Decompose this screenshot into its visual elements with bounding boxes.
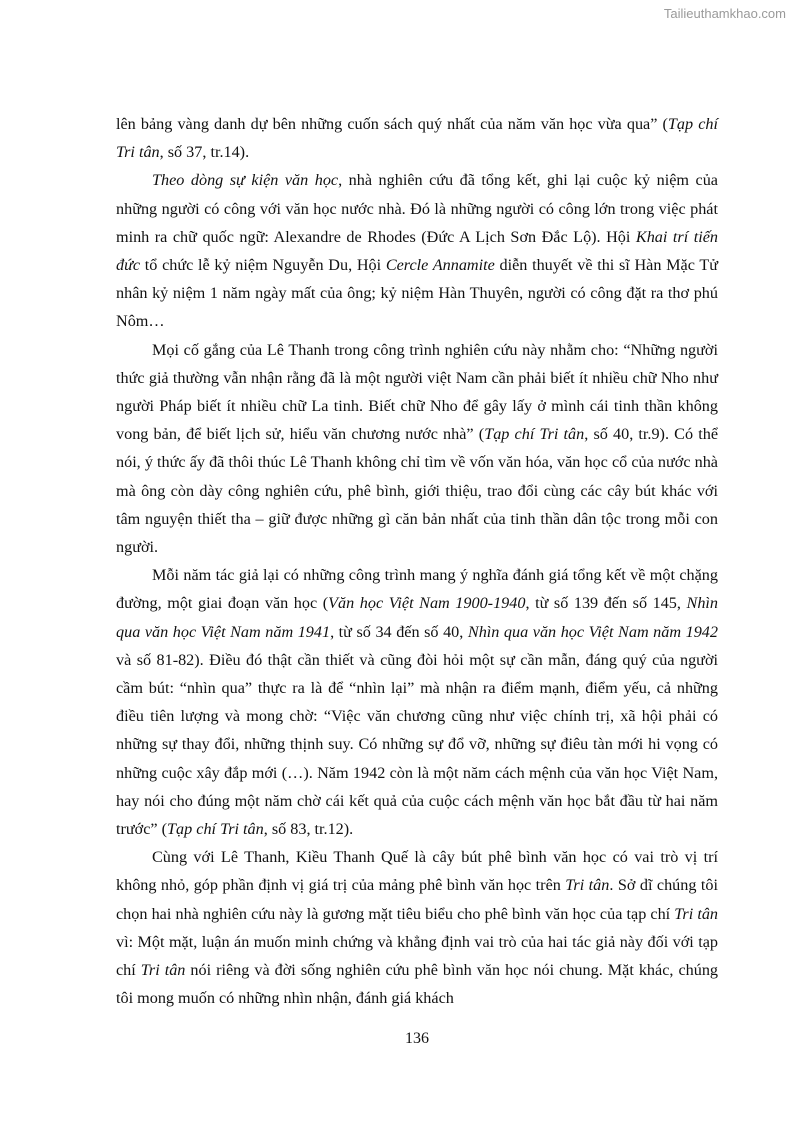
italic-text-run: Khai trí tiến đức	[116, 227, 718, 275]
italic-text-run: Tri tân	[565, 876, 610, 895]
text-run: , từ số 139 đến số 145,	[525, 594, 687, 613]
text-run: , số 40, tr.9). Có thể nói, ý thức ấy đã thôi thúc Lê Thanh không chỉ tìm về vốn văn hóa, văn học cổ của nước nhà mà ông còn dày công nghiên cứu, phê bình, giới thiệu, trao đổi cùng các cây bút khác với tâm nguyện thiết tha – giữ được những gì căn bản nhất của tinh thần dân tộc trong mỗi con người.	[116, 425, 718, 557]
document-body	[116, 110, 718, 1013]
text-run: . Sở dĩ chúng tôi chọn hai nhà nghiên cứu này là gương mặt tiêu biểu cho phê bình văn học của tạp chí	[116, 876, 718, 923]
text-run: , số 83, tr.12).	[263, 820, 354, 839]
paragraph-3	[116, 336, 718, 562]
italic-text-run: Tạp chí Tri tân	[484, 425, 585, 444]
watermark-text: Tailieuthamkhao.com	[663, 6, 786, 21]
text-run: Mỗi năm tác giả lại có những công trình mang ý nghĩa đánh giá tổng kết về một chặng đường, một giai đoạn văn học (	[116, 566, 718, 613]
paragraph-4	[116, 561, 718, 843]
text-run: và số 81-82). Điều đó thật cần thiết và cũng đòi hỏi một sự cần mẫn, đáng quý của người cầm bút: “nhìn qua” thực ra là để “nhìn lại” mà nhận ra điểm mạnh, điểm yếu, cả những điều tiên lượng và mong chờ: “Việc văn chương cũng như việc chính trị, xã hội phải có những sự thay đổi, những thịnh suy. Có những sự đổ vỡ, những sự điêu tàn mới hi vọng có những cuộc xây đắp mới (…). Năm 1942 còn là một năm cách mệnh của văn học Việt Nam, hay nói cho đúng một năm chờ cái kết quả của cuộc cách mệnh văn học bắt đầu từ hai năm trước” (	[116, 650, 718, 839]
italic-text-run: Tạp chí Tri tân	[116, 115, 718, 162]
text-run: vì: Một mặt, luận án muốn minh chứng và khẳng định vai trò của hai tác giả này đối với tạp chí	[116, 932, 718, 980]
text-run: , số 37, tr.14).	[159, 143, 250, 162]
text-run: nói riêng và đời sống nghiên cứu phê bình văn học nói chung. Mặt khác, chúng tôi mong muốn có những nhìn nhận, đánh giá khách	[116, 961, 719, 1008]
italic-text-run: Nhìn qua văn học Việt Nam năm 1941	[116, 594, 718, 641]
italic-text-run: Nhìn qua văn học Việt Nam năm 1942	[467, 622, 718, 641]
paragraph-2	[116, 166, 718, 335]
text-run: lên bảng vàng danh dự bên những cuốn sách quý nhất của năm văn học vừa qua” (	[116, 115, 668, 133]
italic-text-run: Cercle Annamite	[385, 256, 495, 275]
italic-text-run: Theo dòng sự kiện văn học	[152, 171, 339, 190]
page-number: 136	[405, 1030, 429, 1047]
text-run: Cùng với Lê Thanh, Kiều Thanh Quế là cây bút phê bình văn học có vai trò vị trí không nhỏ, góp phần định vị giá trị của mảng phê bình văn học trên	[116, 848, 718, 895]
paragraph-5	[116, 843, 718, 1012]
text-run: , nhà nghiên cứu đã tổng kết, ghi lại cuộc kỷ niệm của những người có công với văn học nước nhà. Đó là những người có công lớn trong việc phát minh ra chữ quốc ngữ: Alexandre de Rhodes (Đức A Lịch Sơn Đắc Lộ). Hội	[116, 171, 718, 246]
text-run: diễn thuyết về thi sĩ Hàn Mặc Tử nhân kỷ niệm 1 năm ngày mất của ông; kỷ niệm Hàn Thuyên, người có công đặt ra thơ phú Nôm…	[116, 256, 718, 331]
text-run: Mọi cố gắng của Lê Thanh trong công trình nghiên cứu này nhằm cho: “Những người thức giả thường vẫn nhận rằng đã là một người việt Nam cần phải biết ít nhiều chữ Nho như người Pháp biết ít nhiều chữ La tinh. Biết chữ Nho để gây lấy ở mình cái tinh thần không vong bản, để biết lịch sử, hiểu văn chương nước nhà” (	[116, 340, 718, 444]
italic-text-run: Tri tân	[140, 961, 186, 980]
italic-text-run: Văn học Việt Nam 1900-1940	[328, 594, 526, 613]
italic-text-run: Tạp chí Tri tân	[167, 820, 264, 839]
text-run: , từ số 34 đến số 40,	[330, 622, 468, 641]
italic-text-run: Tri tân	[674, 904, 719, 923]
text-run: tổ chức lễ kỷ niệm Nguyễn Du, Hội	[140, 256, 386, 275]
paragraph-1	[116, 110, 718, 166]
